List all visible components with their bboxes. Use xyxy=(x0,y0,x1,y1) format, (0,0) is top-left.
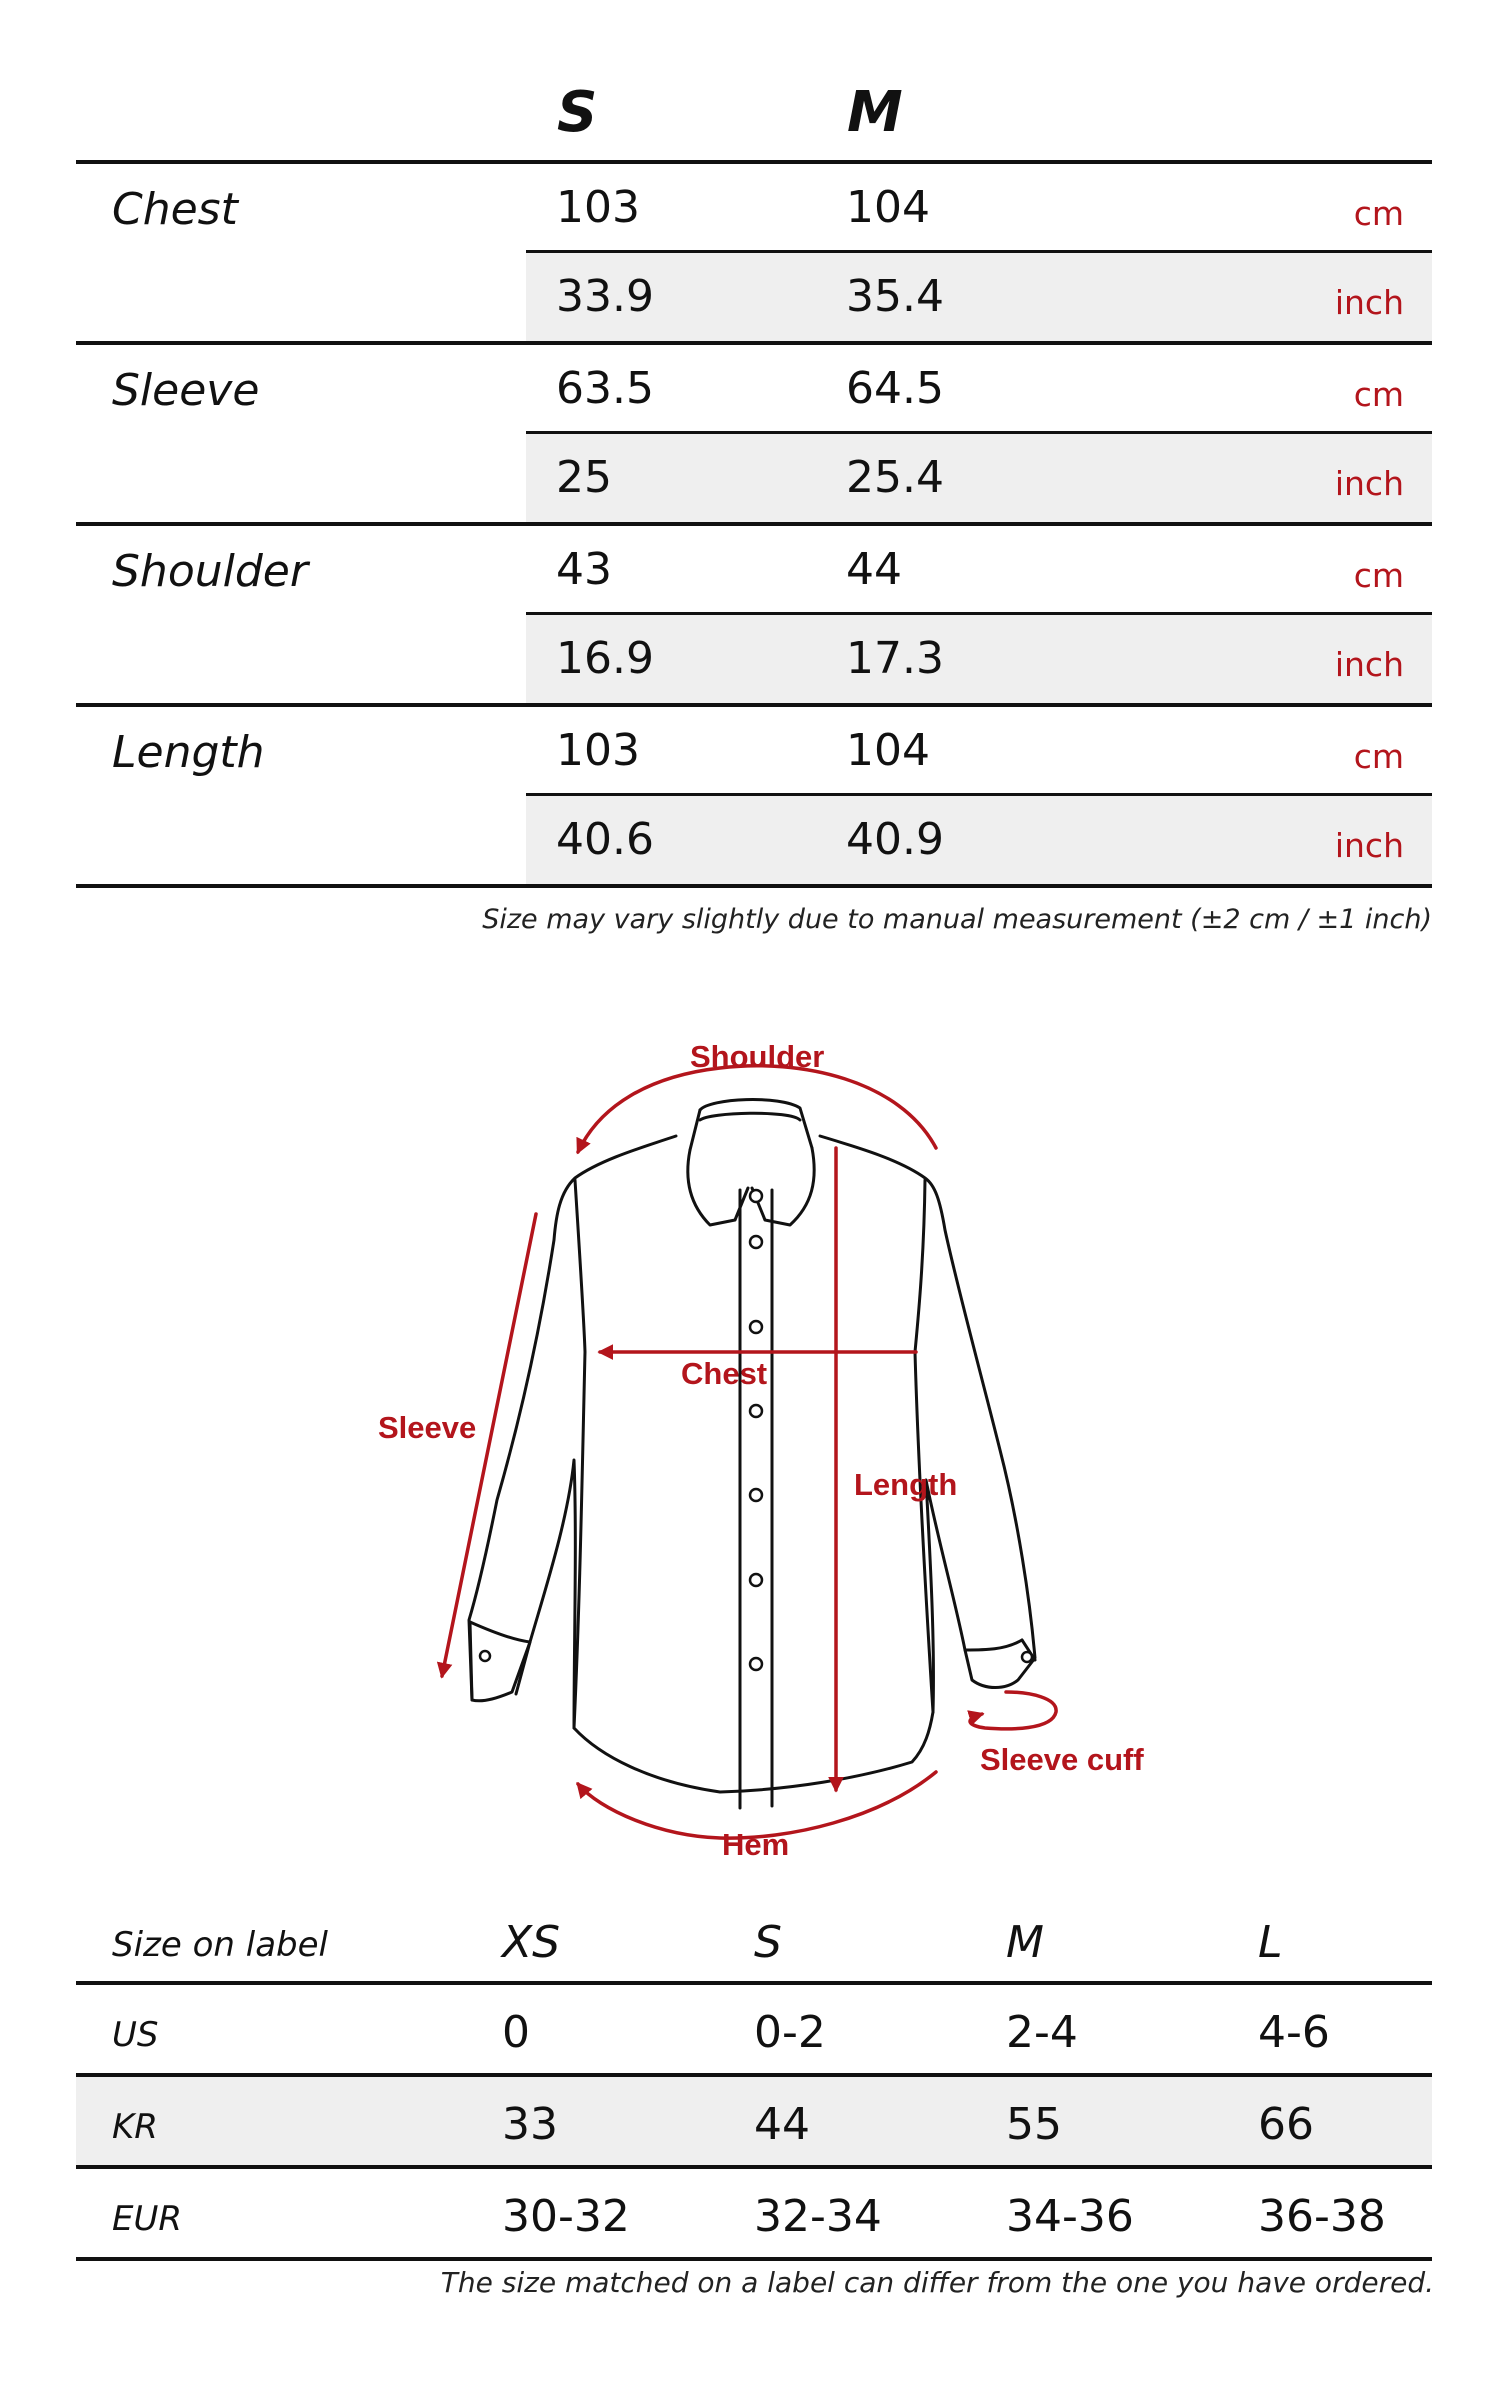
measurement-header xyxy=(76,60,1432,164)
group-label: Sleeve xyxy=(112,365,260,416)
value-s-cm: 63.5 xyxy=(556,363,654,414)
shirt-outline xyxy=(469,1100,1035,1808)
unit-inch: inch xyxy=(1334,826,1404,865)
value-m-cm: 104 xyxy=(846,725,930,776)
group-label: Chest xyxy=(112,184,238,235)
value-s-inch: 16.9 xyxy=(556,633,654,684)
cell: 0 xyxy=(502,2007,530,2058)
size-col-s: S xyxy=(557,80,598,145)
value-m-inch: 35.4 xyxy=(846,271,944,322)
cell: 2-4 xyxy=(1006,2007,1078,2058)
size-conversion-table xyxy=(76,1895,1432,2261)
conversion-header xyxy=(76,1895,1432,1985)
measurement-arrows xyxy=(442,1066,1056,1838)
group-chest xyxy=(76,164,1432,345)
cell: 55 xyxy=(1006,2099,1062,2150)
measurement-table xyxy=(76,60,1432,888)
inch-row xyxy=(526,796,1432,884)
cell: 30-32 xyxy=(502,2191,630,2242)
measurement-note: Size may vary slightly due to manual measurement (±2 cm / ±1 inch) xyxy=(482,904,1432,935)
unit-cm: cm xyxy=(1353,194,1404,233)
group-shoulder xyxy=(76,526,1432,707)
cell: 4-6 xyxy=(1258,2007,1330,2058)
cm-row xyxy=(526,526,1432,615)
value-m-inch: 17.3 xyxy=(846,633,944,684)
cm-row xyxy=(526,345,1432,434)
unit-cm: cm xyxy=(1353,737,1404,776)
cell: 33 xyxy=(502,2099,558,2150)
value-s-inch: 25 xyxy=(556,452,612,503)
inch-row xyxy=(526,434,1432,522)
label-length: Length xyxy=(854,1467,958,1502)
cell: 44 xyxy=(754,2099,810,2150)
group-length xyxy=(76,707,1432,888)
header-cell: Size on label xyxy=(112,1925,328,1965)
inch-row xyxy=(526,615,1432,703)
cm-row xyxy=(526,707,1432,796)
value-m-cm: 44 xyxy=(846,544,902,595)
row-label: KR xyxy=(112,2107,158,2147)
value-m-inch: 40.9 xyxy=(846,814,944,865)
group-sleeve xyxy=(76,345,1432,526)
unit-cm: cm xyxy=(1353,556,1404,595)
table-row xyxy=(76,2169,1432,2261)
cell: 34-36 xyxy=(1006,2191,1134,2242)
label-hem: Hem xyxy=(722,1827,790,1862)
value-m-inch: 25.4 xyxy=(846,452,944,503)
cm-row xyxy=(526,164,1432,253)
size-col-m: M xyxy=(847,80,903,145)
value-s-inch: 33.9 xyxy=(556,271,654,322)
label-sleeve-cuff: Sleeve cuff xyxy=(980,1742,1144,1777)
inch-row xyxy=(526,253,1432,341)
value-s-inch: 40.6 xyxy=(556,814,654,865)
row-label: US xyxy=(112,2015,159,2055)
value-m-cm: 64.5 xyxy=(846,363,944,414)
value-s-cm: 103 xyxy=(556,182,640,233)
cell: 0-2 xyxy=(754,2007,826,2058)
table-row xyxy=(76,1985,1432,2077)
group-label: Length xyxy=(112,727,265,778)
cell: 36-38 xyxy=(1258,2191,1386,2242)
value-s-cm: 43 xyxy=(556,544,612,595)
header-cell: L xyxy=(1258,1917,1283,1968)
shirt-buttons xyxy=(480,1190,1032,1670)
cell: 32-34 xyxy=(754,2191,882,2242)
value-m-cm: 104 xyxy=(846,182,930,233)
label-chest: Chest xyxy=(681,1356,768,1391)
value-s-cm: 103 xyxy=(556,725,640,776)
table-row xyxy=(76,2077,1432,2169)
row-label: EUR xyxy=(112,2199,182,2239)
cell: 66 xyxy=(1258,2099,1314,2150)
header-cell: S xyxy=(754,1917,782,1968)
conversion-note: The size matched on a label can differ from the one you have ordered. xyxy=(440,2266,1434,2299)
unit-cm: cm xyxy=(1353,375,1404,414)
unit-inch: inch xyxy=(1334,464,1404,503)
label-sleeve: Sleeve xyxy=(378,1410,477,1445)
unit-inch: inch xyxy=(1334,283,1404,322)
header-cell: M xyxy=(1006,1917,1044,1968)
group-label: Shoulder xyxy=(112,546,308,597)
header-cell: XS xyxy=(502,1917,561,1968)
unit-inch: inch xyxy=(1334,645,1404,684)
label-shoulder: Shoulder xyxy=(690,1039,825,1074)
